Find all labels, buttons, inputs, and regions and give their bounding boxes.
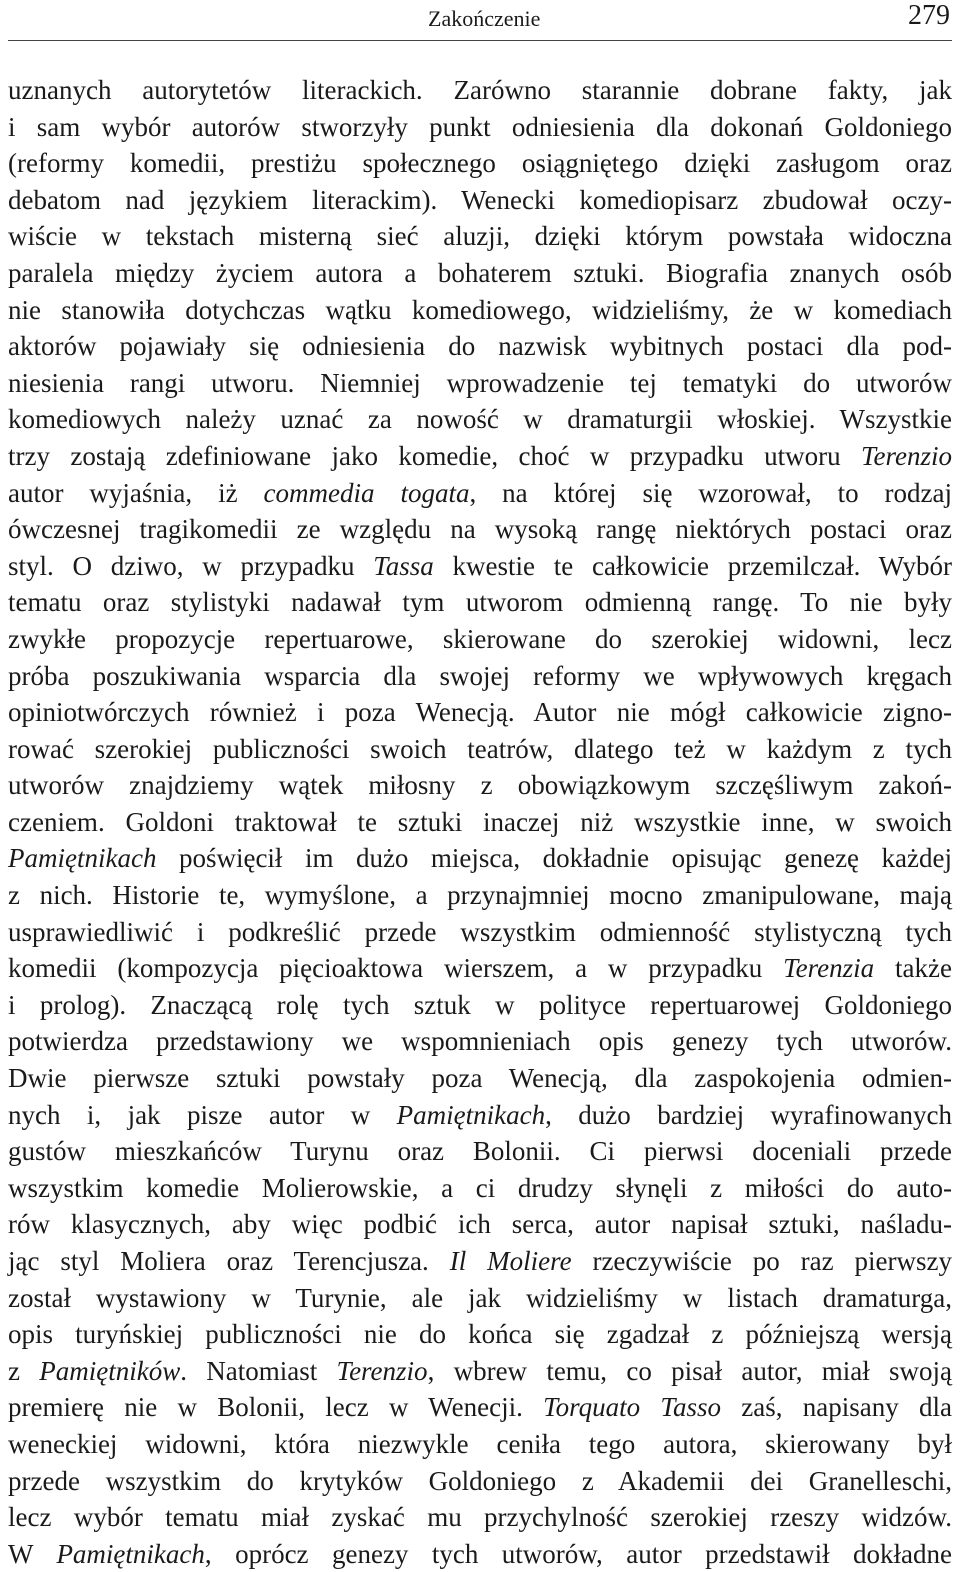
text-line: tematu oraz stylistyki nadawał tym utworom odmienną rangę. To nie były [8, 587, 952, 618]
text-line: czeniem. Goldoni traktował te sztuki inaczej niż wszystkie inne, w swoich [8, 806, 952, 837]
text-line: ówczesnej tragikomedii ze względu na wysoką rangę niektórych postaci oraz [8, 514, 952, 545]
text-line: styl. O dziwo, w przypadku Tassa kwestie te całkowicie przemilczał. Wybór [8, 550, 953, 581]
text-line: lecz wybór tematu miał zyskać mu przychylność szerokiej rzeszy widzów. [8, 1502, 952, 1533]
text-line: komedii (kompozycja pięcioaktowa wierszem, a w przypadku Terenzia także [8, 953, 952, 984]
text-line: Pamiętnikach poświęcił im dużo miejsca, dokładnie opisując genezę każdej [8, 843, 952, 874]
text-line: zwykłe propozycje repertuarowe, skierowane do szerokiej widowni, lecz [8, 623, 952, 654]
text-line: i sam wybór autorów stworzyły punkt odniesienia dla dokonań Goldoniego [8, 111, 952, 142]
text-line: wszystkim komedie Molierowskie, a ci drudzy słynęli z miłości do auto- [8, 1172, 952, 1203]
text-line: przede wszystkim do krytyków Goldoniego z Akademii dei Granelleschi, [8, 1465, 952, 1496]
text-line: rów klasycznych, aby więc podbić ich serca, autor napisał sztuki, naśladu- [8, 1209, 952, 1240]
running-header [8, 0, 952, 41]
text-line: wiście w tekstach misterną sieć aluzji, dzięki którym powstała widoczna [8, 221, 952, 252]
text-line: nie stanowiła dotychczas wątku komediowego, widzieliśmy, że w komediach [8, 294, 952, 325]
italic-title: Pamiętnikach [8, 843, 157, 874]
text-line: debatom nad językiem literackim). Wenecki komediopisarz zbudował oczy- [8, 184, 952, 215]
text-line: z Pamiętników. Natomiast Terenzio, wbrew temu, co pisał autor, miał swoją [8, 1355, 953, 1386]
text-line: aktorów pojawiały się odniesienia do nazwisk wybitnych postaci dla pod- [8, 331, 952, 362]
text-line: jąc styl Moliera oraz Terencjusza. Il Moliere rzeczywiście po raz pierwszy [8, 1246, 952, 1276]
italic-title: Pamiętnikach [396, 1099, 546, 1130]
text-line: opis turyńskiej publiczności nie do końca się zgadzał z późniejszą wersją [8, 1319, 952, 1350]
body-text [8, 72, 952, 1572]
chapter-title: Zakończenie [428, 6, 541, 31]
text-line: (reformy komedii, prestiżu społecznego osiągniętego dzięki zasługom oraz [8, 148, 952, 179]
text-line: W Pamiętnikach, oprócz genezy tych utworów, autor przedstawił dokładne [8, 1538, 952, 1569]
text-line: Dwie pierwsze sztuki powstały poza Wenecją, dla zaspokojenia odmien- [8, 1063, 952, 1094]
text-line: i prolog). Znaczącą rolę tych sztuk w polityce repertuarowej Goldoniego [8, 989, 952, 1020]
text-line: potwierdza przedstawiony we wspomnieniach opis genezy tych utworów. [8, 1026, 952, 1057]
text-line: paralela między życiem autora a bohaterem sztuki. Biografia znanych osób [8, 257, 952, 288]
italic-title: Torquato Tasso [543, 1392, 721, 1423]
text-line: trzy zostają zdefiniowane jako komedie, choć w przypadku utworu Terenzio [8, 440, 952, 471]
text-line: premierę nie w Bolonii, lecz w Wenecji. Torquato Tasso zaś, napisany dla [8, 1392, 952, 1423]
italic-title: Pamiętnikach [56, 1538, 205, 1569]
page-number: 279 [908, 0, 950, 31]
text-line: rować szerokiej publiczności swoich teatrów, dlatego też w każdym z tych [8, 733, 952, 764]
text-line: autor wyjaśnia, iż commedia togata, na której się wzorował, to rodzaj [8, 477, 952, 508]
italic-title: Terenzia [783, 953, 875, 984]
text-line: utworów znajdziemy wątek miłosny z obowiązkowym szczęśliwym zakoń- [8, 770, 952, 801]
italic-title: Terenzio [336, 1355, 428, 1386]
text-line: weneckiej widowni, która niezwykle ceniła tego autora, skierowany był [8, 1428, 952, 1459]
text-line: gustów mieszkańców Turynu oraz Bolonii. Ci pierwsi doceniali przede [8, 1136, 952, 1167]
text-line: próba poszukiwania wsparcia dla swojej reformy we wpływowych kręgach [8, 660, 952, 691]
text-line: został wystawiony w Turynie, ale jak widzieliśmy w listach dramaturga, [8, 1282, 952, 1313]
text-line: z nich. Historie te, wymyślone, a przynajmniej mocno zmanipulowane, mają [8, 880, 952, 911]
italic-title: Pamiętników [39, 1355, 181, 1386]
text-line: niesienia rangi utworu. Niemniej wprowadzenie tej tematyki do utworów [8, 367, 952, 398]
text-line: uznanych autorytetów literackich. Zarówno starannie dobrane fakty, jak [8, 75, 952, 105]
italic-title: Terenzio [860, 440, 952, 471]
text-line: nych i, jak pisze autor w Pamiętnikach, dużo bardziej wyrafinowanych [8, 1099, 952, 1130]
italic-title: commedia togata [263, 477, 470, 508]
text-line: komediowych należy uznać za nowość w dramaturgii włoskiej. Wszystkie [8, 404, 952, 435]
text-line: usprawiedliwić i podkreślić przede wszystkim odmienność stylistyczną tych [8, 916, 952, 947]
italic-title: Il Moliere [449, 1246, 572, 1276]
text-line: opiniotwórczych również i poza Wenecją. Autor nie mógł całkowicie zigno- [8, 697, 952, 728]
italic-title: Tassa [373, 550, 434, 581]
